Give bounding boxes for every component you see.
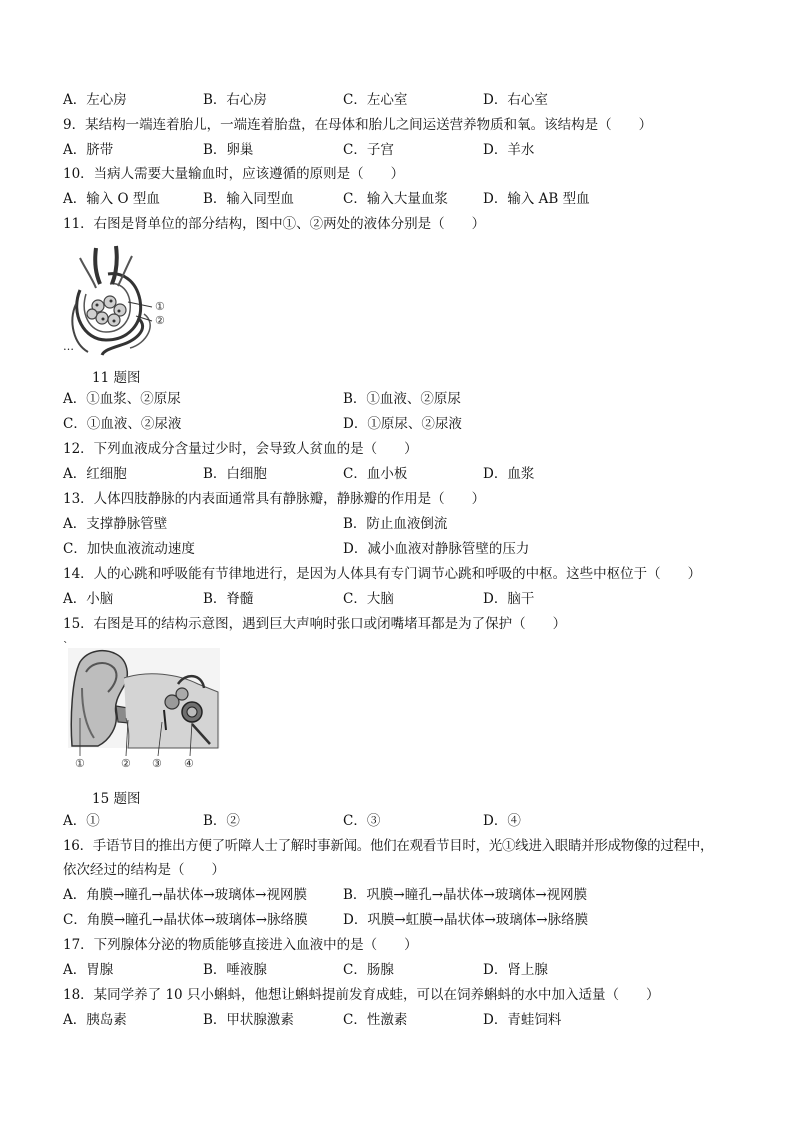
option-c: C．血小板 bbox=[343, 466, 408, 482]
figure-mark-2: ② bbox=[155, 314, 165, 327]
option-c: C．③ bbox=[343, 813, 381, 829]
figure-caption: 11 题图 bbox=[92, 370, 141, 386]
option-b: B．右心房 bbox=[203, 92, 267, 108]
option-b: B．①血液、②原尿 bbox=[343, 391, 461, 407]
option-a: A．左心房 bbox=[63, 92, 127, 108]
option-c: C．左心室 bbox=[343, 92, 408, 108]
option-b: B．卵巢 bbox=[203, 142, 254, 158]
option-c: C．子宫 bbox=[343, 142, 394, 158]
q9-stem: 9．某结构一端连着胎儿，一端连着胎盘，在母体和胎儿之间运送营养物质和氧。该结构是（ ） bbox=[63, 117, 653, 133]
option-b: B．白细胞 bbox=[203, 466, 267, 482]
q17-stem: 17．下列腺体分泌的物质能够直接进入血液中的是（ ） bbox=[63, 937, 418, 953]
option-d: D．血浆 bbox=[483, 466, 535, 482]
q18-stem: 18．某同学养了 10 只小蝌蚪，他想让蝌蚪提前发育成蛙，可以在饲养蝌蚪的水中加入适量（ ） bbox=[63, 987, 660, 1003]
option-c: C．肠腺 bbox=[343, 962, 394, 978]
stray-mark: ` bbox=[63, 640, 69, 653]
option-d: D．脑干 bbox=[483, 591, 535, 607]
option-a: A．红细胞 bbox=[63, 466, 127, 482]
option-d: D．青蛙饲料 bbox=[483, 1012, 562, 1028]
figure-caption: 15 题图 bbox=[92, 791, 141, 807]
option-b: B．脊髓 bbox=[203, 591, 254, 607]
option-d: D．羊水 bbox=[483, 142, 535, 158]
option-d: D．①原尿、②尿液 bbox=[343, 416, 462, 432]
option-a: A．小脑 bbox=[63, 591, 114, 607]
q14-stem: 14．人的心跳和呼吸能有节律地进行，是因为人体具有专门调节心跳和呼吸的中枢。这些中枢位于（ ） bbox=[63, 566, 702, 582]
figure-mark-1: ① bbox=[75, 757, 85, 770]
figure-mark-2: ② bbox=[121, 757, 131, 770]
option-b: B．防止血液倒流 bbox=[343, 516, 448, 532]
q10-stem: 10．当病人需要大量输血时，应该遵循的原则是（ ） bbox=[63, 166, 405, 182]
q15-stem: 15．右图是耳的结构示意图，遇到巨大声响时张口或闭嘴堵耳都是为了保护（ ） bbox=[63, 616, 567, 632]
stray-mark: … bbox=[63, 340, 74, 353]
figure-mark-1: ① bbox=[155, 300, 165, 313]
option-a: A．① bbox=[63, 813, 100, 829]
q12-stem: 12．下列血液成分含量过少时，会导致人贫血的是（ ） bbox=[63, 441, 418, 457]
option-b: B．输入同型血 bbox=[203, 191, 294, 207]
option-d: D．输入 AB 型血 bbox=[483, 191, 590, 207]
option-b: B．巩膜→瞳孔→晶状体→玻璃体→视网膜 bbox=[343, 887, 588, 903]
option-c: C．大脑 bbox=[343, 591, 394, 607]
option-c: C．性激素 bbox=[343, 1012, 408, 1028]
option-d: D．肾上腺 bbox=[483, 962, 548, 978]
figure-mark-4: ④ bbox=[184, 757, 194, 770]
option-a: A．支撑静脉管壁 bbox=[63, 516, 168, 532]
option-a: A．胃腺 bbox=[63, 962, 114, 978]
figure-mark-3: ③ bbox=[152, 757, 162, 770]
option-b: B．唾液腺 bbox=[203, 962, 267, 978]
option-a: A．角膜→瞳孔→晶状体→玻璃体→视网膜 bbox=[63, 887, 307, 903]
option-b: B．甲状腺激素 bbox=[203, 1012, 294, 1028]
option-c: C．输入大量血浆 bbox=[343, 191, 448, 207]
q16-stem-line2: 依次经过的结构是（ ） bbox=[63, 862, 225, 878]
option-d: D．减小血液对静脉管壁的压力 bbox=[343, 541, 530, 557]
option-a: A．脐带 bbox=[63, 142, 114, 158]
option-c: C．角膜→瞳孔→晶状体→玻璃体→脉络膜 bbox=[63, 912, 308, 928]
option-c: C．加快血液流动速度 bbox=[63, 541, 195, 557]
option-a: A．①血浆、②原尿 bbox=[63, 391, 181, 407]
option-d: D．巩膜→虹膜→晶状体→玻璃体→脉络膜 bbox=[343, 912, 589, 928]
option-a: A．胰岛素 bbox=[63, 1012, 127, 1028]
option-d: D．右心室 bbox=[483, 92, 548, 108]
q11-stem: 11．右图是肾单位的部分结构，图中①、②两处的液体分别是（ ） bbox=[63, 216, 486, 232]
q13-stem: 13．人体四肢静脉的内表面通常具有静脉瓣，静脉瓣的作用是（ ） bbox=[63, 491, 486, 507]
q16-stem-line1: 16．手语节目的推出方便了听障人士了解时事新闻。他们在观看节目时，光①线进入眼睛并形成物像的过程中， bbox=[63, 838, 714, 854]
option-d: D．④ bbox=[483, 813, 521, 829]
option-a: A．输入 O 型血 bbox=[63, 191, 160, 207]
ear-figure bbox=[68, 648, 220, 760]
option-b: B．② bbox=[203, 813, 240, 829]
option-c: C．①血液、②尿液 bbox=[63, 416, 182, 432]
